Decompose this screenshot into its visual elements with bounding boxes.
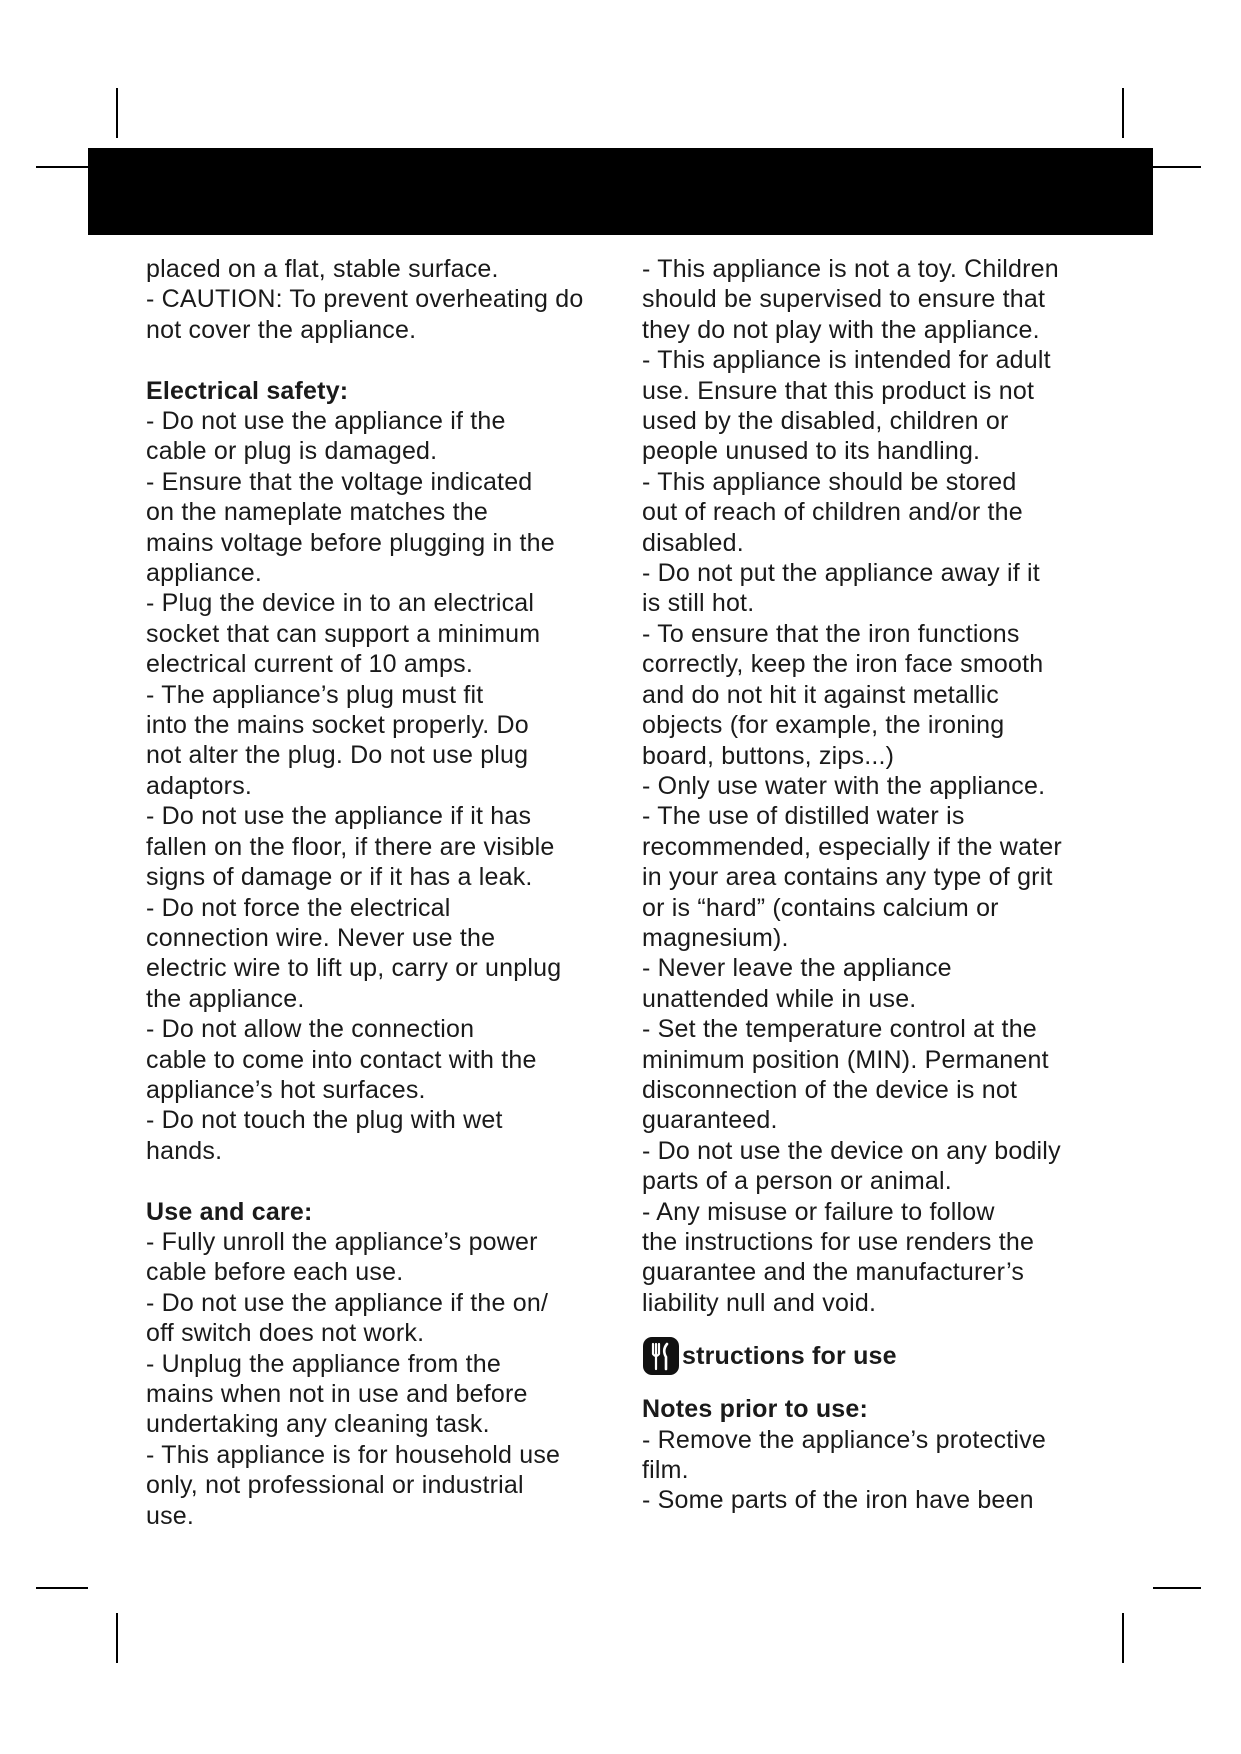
text-line: or is “hard” (contains calcium or [642,893,999,922]
text-line: objects (for example, the ironing [642,711,1005,740]
text-line: off switch does not work. [146,1319,425,1348]
text-line: people unused to its handling. [642,437,981,466]
text-line: is still hot. [642,589,755,618]
text-line: - Do not use the device on any bodily [642,1136,1061,1165]
text-line: undertaking any cleaning task. [146,1410,490,1439]
text-line: - Do not force the electrical [146,893,451,922]
text-line: not alter the plug. Do not use plug [146,741,529,770]
crop-mark-bottom-left-vertical [116,1613,118,1663]
text-line: appliance’s hot surfaces. [146,1075,426,1104]
text-line: they do not play with the appliance. [642,315,1040,344]
text-line: - Do not put the appliance away if it [642,559,1040,588]
text-line: - Only use water with the appliance. [642,771,1046,800]
text-line: - Remove the appliance’s protective [642,1425,1046,1454]
text-line: cable before each use. [146,1258,404,1287]
text-line: - The use of distilled water is [642,802,965,831]
instructions-for-use-label: structions for use [682,1342,897,1371]
text-line: guaranteed. [642,1106,778,1135]
text-line: in your area contains any type of grit [642,863,1053,892]
text-line: - This appliance is for household use [146,1440,561,1469]
right-column [642,254,1112,1516]
text-line: socket that can support a minimum [146,619,541,648]
text-line: correctly, keep the iron face smooth [642,650,1044,679]
text-line: use. Ensure that this product is not [642,376,1035,405]
crop-mark-top-left-vertical [116,88,118,138]
text-line: electric wire to lift up, carry or unplug [146,954,562,983]
text-line: signs of damage or if it has a leak. [146,863,533,892]
text-line: - The appliance’s plug must fit [146,680,484,709]
text-line: - Do not use the appliance if the on/ [146,1288,549,1317]
header-bar [88,148,1153,235]
text-line: use. [146,1501,195,1530]
text-line: - Ensure that the voltage indicated [146,467,533,496]
use-and-care-heading: Use and care: [146,1197,313,1226]
text-line: recommended, especially if the water [642,832,1062,861]
text-line: - Do not allow the connection [146,1015,475,1044]
crop-mark-bottom-right-vertical [1122,1613,1124,1663]
text-line: not cover the appliance. [146,315,417,344]
text-line: magnesium). [642,923,789,952]
text-line: - Plug the device in to an electrical [146,589,535,618]
notes-prior-to-use-heading: Notes prior to use: [642,1395,869,1424]
text-line: should be supervised to ensure that [642,285,1046,314]
text-line: - Some parts of the iron have been [642,1486,1034,1515]
text-line: - To ensure that the iron functions [642,619,1020,648]
text-line: on the nameplate matches the [146,498,488,527]
left-column [146,254,616,1531]
text-line: cable or plug is damaged. [146,437,438,466]
text-line: mains voltage before plugging in the [146,528,555,557]
cutlery-badge-icon [642,1336,680,1376]
crop-mark-top-right-vertical [1122,88,1124,138]
text-line: placed on a flat, stable surface. [146,255,499,283]
text-line: - Any misuse or failure to follow [642,1197,995,1226]
text-line: adaptors. [146,771,253,800]
text-line: and do not hit it against metallic [642,680,1000,709]
text-line: cable to come into contact with the [146,1045,537,1074]
text-line: - This appliance is intended for adult [642,346,1051,375]
text-line: disabled. [642,528,744,557]
text-line: - Do not use the appliance if it has [146,802,532,831]
electrical-safety-heading: Electrical safety: [146,376,349,405]
text-line: out of reach of children and/or the [642,498,1023,527]
text-line: - Unplug the appliance from the [146,1349,502,1378]
text-line: liability null and void. [642,1288,877,1317]
text-line: appliance. [146,559,262,588]
text-line: unattended while in use. [642,984,917,1013]
crop-mark-bottom-left-horizontal [36,1587,88,1589]
text-line: minimum position (MIN). Permanent [642,1045,1049,1074]
text-line: - This appliance is not a toy. Children [642,255,1059,283]
text-line: fallen on the floor, if there are visible [146,832,555,861]
instructions-for-use-title [642,1333,1112,1379]
text-line: used by the disabled, children or [642,407,1009,436]
text-line: the appliance. [146,984,305,1013]
text-line: - Set the temperature control at the [642,1015,1037,1044]
text-line: disconnection of the device is not [642,1075,1018,1104]
text-line: mains when not in use and before [146,1380,528,1408]
text-line: board, buttons, zips...) [642,741,895,770]
text-line: connection wire. Never use the [146,923,496,952]
text-line: film. [642,1456,689,1485]
text-line: - Do not touch the plug with wet [146,1106,503,1135]
text-line: - This appliance should be stored [642,467,1017,496]
text-line: - Fully unroll the appliance’s power [146,1227,538,1256]
text-line: guarantee and the manufacturer’s [642,1258,1025,1287]
text-line: - Do not use the appliance if the [146,407,506,436]
crop-mark-top-right-horizontal [1153,166,1201,168]
crop-mark-top-left-horizontal [36,166,88,168]
text-line: parts of a person or animal. [642,1167,952,1196]
text-line: electrical current of 10 amps. [146,650,473,679]
text-line: hands. [146,1136,223,1165]
text-line: - Never leave the appliance [642,954,952,983]
text-line: - CAUTION: To prevent overheating do [146,285,584,314]
text-line: only, not professional or industrial [146,1471,524,1500]
crop-mark-bottom-right-horizontal [1153,1587,1201,1589]
text-line: the instructions for use renders the [642,1228,1035,1256]
text-line: into the mains socket properly. Do [146,711,529,740]
